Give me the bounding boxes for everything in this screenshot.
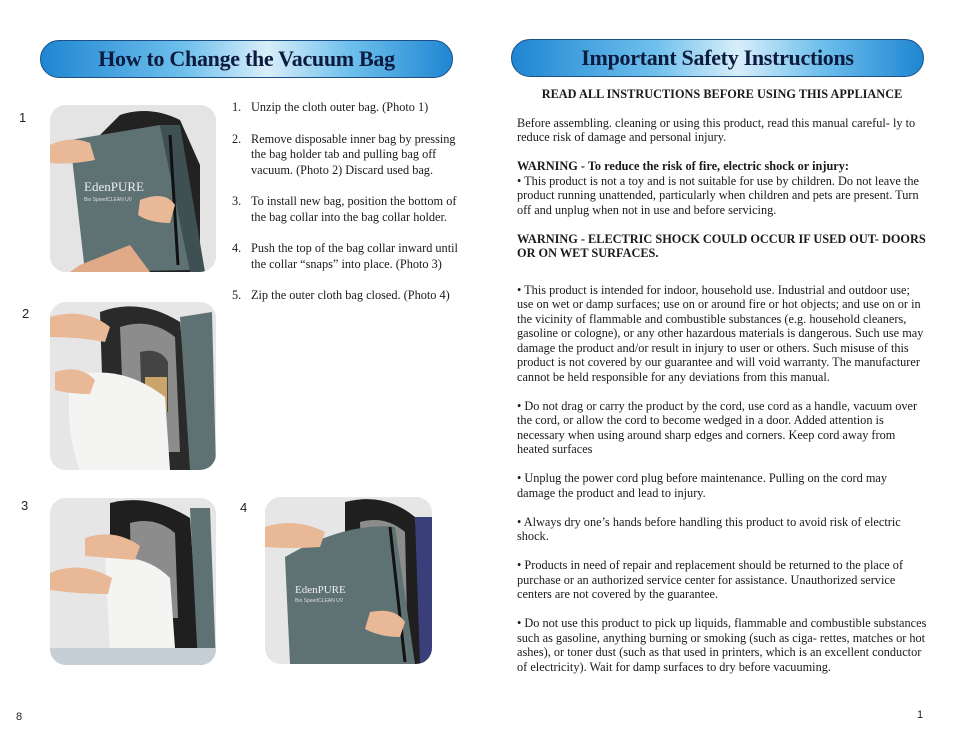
step-4 [232,241,472,272]
step-text: Unzip the cloth outer bag. (Photo 1) [251,100,429,114]
warning-2-heading: WARNING - ELECTRIC SHOCK COULD OCCUR IF USED OUT- DOORS OR ON WET SURFACES. [517,231,926,260]
step-number: 4. [232,241,242,255]
right-title-banner [511,39,924,77]
left-page-title: How to Change the Vacuum Bag [98,46,395,71]
step-1 [232,100,472,116]
step-text: Remove disposable inner bag by pressing the bag holder tab and pulling bag off vacuum. (Photo 2) Discard used bag. [251,131,456,177]
step-number: 3. [232,194,242,208]
brand-text-1: EdenPURE [84,179,144,194]
photo-label-3: 3 [21,498,29,513]
safety-bullet: • Do not use this product to pick up liquids, flammable and combustible substances such as gasoline, anything burning or smoking (such as ciga- rettes, matches or hot ashes), or toner dust (such as that used in printers, which is an excellent conductor of electricity). Wait for damp surfaces to dry before vacuuming. [517,616,927,674]
left-title-banner [40,40,453,78]
safety-bullet: • Unplug the power cord plug before maintenance. Pulling on the cord may damage the product and lead to injury. [517,471,888,500]
safety-bullet: • This product is intended for indoor, household use. Industrial and outdoor use; use on wet or damp surfaces; use on or around fire or hot objects; and use on or in the vicinity of flammable and combustible substances (e.g. household cleaners, gasoline or cologne), or any other hazardous materials is dangerous. Such use may damage the product and/or result in injury to user or others. Such misuse of this product is not covered by our guarantee and will void warranty. The manufacturer cannot be held responsible for any deviations from this manual. [517,282,924,384]
photo-label-2: 2 [22,306,30,321]
step-number: 5. [232,288,242,302]
brand-sub-1: Bio SpeedCLEAN UV [84,197,133,203]
photo-3-install-new-bag [50,498,216,665]
right-page-number: 1 [917,709,924,721]
left-page-number: 8 [16,711,23,723]
safety-bullet: • Products in need of repair and replacement should be returned to the place of purchase or an authorized service center for assistance. Unauthorized service centers are not covered by the guarantee. [517,558,904,601]
intro-paragraph: Before assembling. cleaning or using this product, read this manual careful- ly to reduce risk of damage and personal injury. [517,115,916,144]
step-text: Push the top of the bag collar inward until the collar “snaps” into place. (Photo 3) [251,241,458,271]
brand-text-4: EdenPURE [295,584,346,596]
safety-bullet: • Do not drag or carry the product by the cord, use cord as a handle, vacuum over the cord, or allow the cord to become wedged in a door. Added attention is necessary when using around sharp edges and corners. Keep cord away from heated surfaces [517,398,918,456]
warning-1-text: • This product is not a toy and is not suitable for use by children. Do not leave the product running unattended, particularly when children and pets are present. Turn off and unplug when not in use and before servicing. [517,173,919,217]
photo-1-unzip-outer-bag [50,105,216,272]
step-3 [232,194,472,225]
step-2 [232,132,472,179]
right-page-title: Important Safety Instructions [581,45,854,70]
safety-bullet: • Always dry one’s hands before handling this product to avoid risk of electric shock. [517,514,901,543]
step-number: 2. [232,131,242,146]
step-5 [232,288,472,304]
photo-2-remove-inner-bag [50,302,216,470]
instruction-steps [232,100,472,320]
photo-4-zip-outer-bag [265,497,432,664]
step-number: 1. [232,100,242,114]
step-text: Zip the outer cloth bag closed. (Photo 4) [251,288,450,302]
warning-1-heading: WARNING - To reduce the risk of fire, electric shock or injury: [517,159,849,173]
photo-label-1: 1 [19,110,27,125]
step-text: To install new bag, position the bottom of the bag collar into the bag collar holder. [251,194,457,224]
safety-instructions [517,87,927,689]
read-all-heading: READ ALL INSTRUCTIONS BEFORE USING THIS APPLIANCE [541,87,903,101]
photo-label-4: 4 [240,500,248,515]
brand-sub-4: Bio SpeedCLEAN UV [295,598,344,604]
